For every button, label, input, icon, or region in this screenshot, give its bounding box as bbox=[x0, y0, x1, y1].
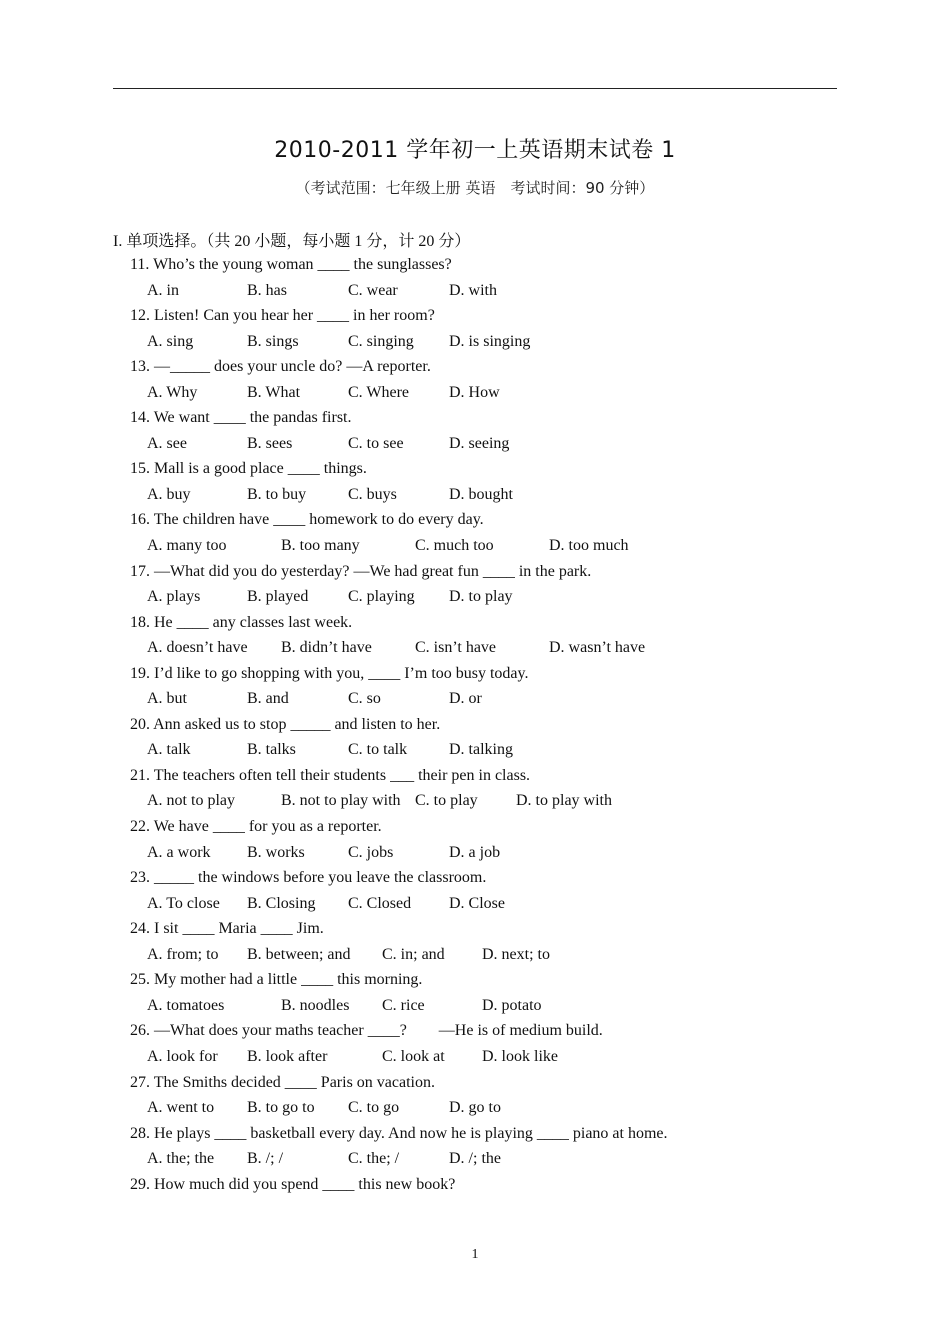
question-item bbox=[130, 1019, 890, 1070]
question-list bbox=[130, 253, 890, 1224]
question-stem: 26. —What does your maths teacher ____? —He is of medium build. bbox=[130, 1022, 603, 1040]
answer-option[interactable]: B. to buy bbox=[247, 485, 307, 503]
answer-options bbox=[147, 943, 847, 967]
question-stem: 20. Ann asked us to stop _____ and listen to her. bbox=[130, 715, 441, 733]
question-stem: 25. My mother had a little ____ this morning. bbox=[130, 971, 423, 989]
question-stem: 19. I’d like to go shopping with you, ____ I’m too busy today. bbox=[130, 664, 529, 682]
question-item bbox=[130, 355, 890, 406]
section-heading: I. 单项选择。（共 20 小题，每小题 1 分，计 20 分） bbox=[113, 233, 471, 250]
answer-options bbox=[147, 585, 847, 609]
answer-option[interactable]: A. doesn’t have bbox=[147, 639, 248, 657]
question-item bbox=[130, 1071, 890, 1122]
answer-option[interactable]: D. seeing bbox=[449, 434, 510, 452]
answer-options bbox=[147, 381, 847, 405]
question-item bbox=[130, 508, 890, 559]
answer-option[interactable]: B. sings bbox=[247, 332, 299, 350]
answer-option[interactable]: B. played bbox=[247, 588, 309, 606]
answer-option[interactable]: B. /; / bbox=[247, 1150, 284, 1168]
answer-option[interactable]: B. between; and bbox=[247, 945, 351, 963]
answer-options bbox=[147, 483, 847, 507]
question-item bbox=[130, 866, 890, 917]
answer-option[interactable]: A. plays bbox=[147, 588, 201, 606]
question-item bbox=[130, 1173, 890, 1224]
answer-option[interactable]: D. to play with bbox=[516, 792, 612, 810]
answer-option[interactable]: C. rice bbox=[382, 996, 425, 1014]
answer-option[interactable]: A. talk bbox=[147, 741, 191, 759]
answer-option[interactable]: A. tomatoes bbox=[147, 996, 225, 1014]
exam-info: （考试范围：七年级上册 英语 考试时间：90 分钟） bbox=[295, 179, 655, 197]
answer-option[interactable]: A. a work bbox=[147, 843, 211, 861]
answer-options bbox=[147, 279, 847, 303]
question-item bbox=[130, 406, 890, 457]
question-item bbox=[130, 1122, 890, 1173]
answer-option[interactable]: B. Closing bbox=[247, 894, 316, 912]
answer-option[interactable]: D. wasn’t have bbox=[549, 639, 646, 657]
answer-option[interactable]: D. How bbox=[449, 383, 500, 401]
question-stem: 18. He ____ any classes last week. bbox=[130, 613, 353, 631]
answer-option[interactable]: C. look at bbox=[382, 1047, 445, 1065]
answer-options bbox=[147, 432, 847, 456]
answer-option[interactable]: C. jobs bbox=[348, 843, 394, 861]
answer-option[interactable]: A. but bbox=[147, 690, 187, 708]
question-item bbox=[130, 662, 890, 713]
answer-option[interactable]: D. look like bbox=[482, 1047, 558, 1065]
answer-option[interactable]: B. too many bbox=[281, 536, 360, 554]
answer-option[interactable]: C. singing bbox=[348, 332, 414, 350]
answer-options bbox=[147, 1147, 847, 1171]
answer-option[interactable]: D. talking bbox=[449, 741, 513, 759]
answer-option[interactable]: A. look for bbox=[147, 1047, 218, 1065]
answer-option[interactable]: D. with bbox=[449, 281, 497, 299]
answer-options bbox=[147, 994, 847, 1018]
answer-option[interactable]: C. to see bbox=[348, 434, 404, 452]
answer-option[interactable]: D. potato bbox=[482, 996, 542, 1014]
answer-option[interactable]: C. buys bbox=[348, 485, 397, 503]
question-stem: 28. He plays ____ basketball every day. And now he is playing ____ piano at home. bbox=[130, 1124, 668, 1142]
answer-option[interactable]: A. sing bbox=[147, 332, 194, 350]
question-stem: 29. How much did you spend ____ this new book? bbox=[130, 1175, 456, 1193]
answer-option[interactable]: D. next; to bbox=[482, 945, 550, 963]
answer-option[interactable]: D. is singing bbox=[449, 332, 531, 350]
answer-options bbox=[147, 1096, 847, 1120]
answer-option[interactable]: D. to play bbox=[449, 588, 513, 606]
question-stem: 15. Mall is a good place ____ things. bbox=[130, 460, 367, 478]
answer-option[interactable]: C. Where bbox=[348, 383, 410, 401]
answer-option[interactable]: D. go to bbox=[449, 1099, 501, 1116]
question-item bbox=[130, 815, 890, 866]
answer-option[interactable]: B. What bbox=[247, 383, 301, 401]
question-item bbox=[130, 611, 890, 662]
answer-option[interactable]: A. in bbox=[147, 281, 179, 299]
answer-option[interactable]: A. buy bbox=[147, 485, 191, 503]
question-item bbox=[130, 560, 890, 611]
answer-option[interactable]: C. the; / bbox=[348, 1150, 400, 1168]
question-stem: 11. Who’s the young woman ____ the sunglasses? bbox=[130, 256, 452, 273]
question-item bbox=[130, 304, 890, 355]
answer-option[interactable]: B. look after bbox=[247, 1047, 328, 1065]
answer-options bbox=[147, 330, 847, 354]
question-stem: 21. The teachers often tell their students ___ their pen in class. bbox=[130, 766, 531, 784]
question-item bbox=[130, 713, 890, 764]
answer-option[interactable]: C. isn’t have bbox=[415, 639, 497, 657]
answer-options bbox=[147, 841, 847, 865]
answer-option[interactable]: C. in; and bbox=[382, 945, 445, 963]
answer-option[interactable]: D. or bbox=[449, 690, 482, 708]
page-title: 2010-2011 学年初一上英语期末试卷 1 bbox=[274, 138, 676, 163]
answer-options bbox=[147, 789, 847, 813]
answer-option[interactable]: A. many too bbox=[147, 536, 227, 554]
answer-option[interactable]: A. Why bbox=[147, 383, 198, 401]
answer-option[interactable]: C. playing bbox=[348, 588, 415, 606]
answer-options bbox=[147, 687, 847, 711]
answer-option[interactable]: A. see bbox=[147, 434, 187, 452]
answer-option[interactable]: D. Close bbox=[449, 894, 505, 912]
page-number: 1 bbox=[471, 1247, 479, 1262]
answer-options bbox=[147, 738, 847, 762]
answer-options bbox=[147, 636, 847, 660]
answer-option[interactable]: B. noodles bbox=[281, 996, 350, 1014]
answer-option[interactable]: D. a job bbox=[449, 843, 501, 861]
answer-option[interactable]: B. didn’t have bbox=[281, 639, 372, 657]
question-stem: 23. _____ the windows before you leave the classroom. bbox=[130, 869, 487, 887]
question-stem: 14. We want ____ the pandas first. bbox=[130, 409, 352, 427]
answer-option[interactable]: A. To close bbox=[147, 894, 220, 912]
answer-option[interactable]: C. wear bbox=[348, 281, 398, 299]
answer-option[interactable]: A. not to play bbox=[147, 792, 235, 810]
answer-options bbox=[147, 892, 847, 916]
answer-option[interactable]: B. works bbox=[247, 843, 305, 861]
question-stem: 24. I sit ____ Maria ____ Jim. bbox=[130, 920, 324, 938]
answer-option[interactable]: C. Closed bbox=[348, 894, 412, 912]
answer-option[interactable]: C. to go bbox=[348, 1099, 400, 1116]
answer-option[interactable]: C. much too bbox=[415, 536, 494, 554]
answer-option[interactable]: B. has bbox=[247, 281, 287, 299]
question-stem: 22. We have ____ for you as a reporter. bbox=[130, 818, 382, 836]
answer-options bbox=[147, 1045, 847, 1069]
answer-option[interactable]: B. not to play with bbox=[281, 792, 401, 810]
question-item bbox=[130, 917, 890, 968]
answer-option[interactable]: B. to go to bbox=[247, 1099, 315, 1116]
question-stem: 17. —What did you do yesterday? —We had great fun ____ in the park. bbox=[130, 562, 592, 580]
answer-options bbox=[147, 534, 847, 558]
question-item bbox=[130, 457, 890, 508]
answer-option[interactable]: A. went to bbox=[147, 1099, 215, 1116]
answer-option[interactable]: D. /; the bbox=[449, 1150, 501, 1168]
question-stem: 12. Listen! Can you hear her ____ in her room? bbox=[130, 307, 435, 325]
question-stem: 16. The children have ____ homework to do every day. bbox=[130, 511, 484, 529]
answer-option[interactable]: C. to talk bbox=[348, 741, 408, 759]
header-rule bbox=[113, 88, 837, 89]
answer-option[interactable]: A. from; to bbox=[147, 945, 219, 963]
question-item bbox=[130, 764, 890, 815]
question-stem: 27. The Smiths decided ____ Paris on vacation. bbox=[130, 1073, 435, 1091]
answer-option[interactable]: B. and bbox=[247, 690, 289, 708]
question-item bbox=[130, 253, 890, 304]
answer-option[interactable]: B. talks bbox=[247, 741, 296, 759]
answer-option[interactable]: C. to play bbox=[415, 792, 478, 810]
answer-option[interactable]: D. bought bbox=[449, 485, 513, 503]
question-item bbox=[130, 968, 890, 1019]
answer-option[interactable]: A. the; the bbox=[147, 1150, 215, 1168]
question-stem: 13. —_____ does your uncle do? —A reporter. bbox=[130, 358, 431, 376]
answer-option[interactable]: C. so bbox=[348, 690, 381, 708]
answer-option[interactable]: B. sees bbox=[247, 434, 293, 452]
answer-option[interactable]: D. too much bbox=[549, 536, 629, 554]
